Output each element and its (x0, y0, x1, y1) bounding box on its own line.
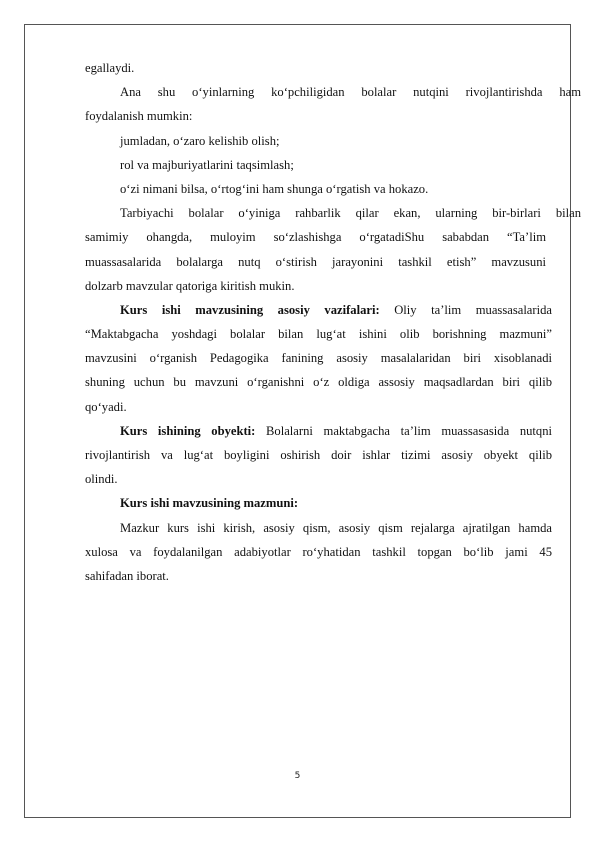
list-item: jumladan, o‘zaro kelishib olish; (120, 133, 280, 148)
text-line: dolzarb mavzular qatoriga kiritish mukin. (85, 278, 295, 293)
list-item: rol va majburiyatlarini taqsimlash; (120, 157, 294, 172)
text-fragment: Bolalarni maktabgacha ta’lim muassasasida nutqni (255, 423, 553, 438)
text-line: muassasalarida bolalarga nutq o‘stirish jarayonini tashkil etish” mavzusuni (85, 254, 546, 269)
text-line: egallaydi. (85, 61, 135, 75)
text-fragment: Oliy ta’lim muassasalarida (379, 302, 552, 317)
page-number: 5 (294, 771, 301, 781)
list-item: o‘zi nimani bilsa, o‘rtog‘ini ham shunga o‘rgatish va hokazo. (120, 181, 429, 196)
section-heading: Kurs ishi mavzusining mazmuni: (120, 496, 299, 511)
text-line (85, 298, 552, 322)
section-heading: Kurs ishining obyekti: (120, 423, 256, 438)
text-line: shuning uchun bu mavzuni o‘rganishni o‘z oldiga assosiy maqsadlardan biri qilib (85, 375, 552, 390)
text-line: sahifadan iborat. (85, 568, 169, 583)
section-heading: Kurs ishi mavzusining asosiy vazifalari: (120, 302, 380, 317)
text-line: “Maktabgacha yoshdagi bolalar bilan lug‘at ishini olib borishning mazmuni” (85, 327, 552, 342)
text-line: olindi. (85, 472, 118, 487)
text-line: samimiy ohangda, muloyim so‘zlashishga o‘rgatadiShu sababdan “Ta’lim (85, 230, 546, 245)
text-line: foydalanish mumkin: (85, 109, 193, 124)
text-line: Mazkur kurs ishi kirish, asosiy qism, asosiy qism rejalarga ajratilgan hamda (120, 520, 552, 535)
text-line: Ana shu o‘yinlarning ko‘pchiligidan bolalar nutqini rivojlantirishda ham (120, 85, 581, 100)
text-line: Tarbiyachi bolalar o‘yiniga rahbarlik qilar ekan, ularning bir-birlari bilan (120, 206, 581, 221)
document-body (85, 56, 581, 588)
text-line: rivojlantirish va lug‘at boyligini oshirish doir ishlar tizimi asosiy obyekt qilib (85, 448, 552, 462)
text-line: qo‘yadi. (85, 399, 127, 414)
text-line (85, 419, 552, 443)
text-line: xulosa va foydalanilgan adabiyotlar ro‘yhatidan tashkil topgan bo‘lib jami 45 (85, 544, 552, 559)
text-line: mavzusini o‘rganish Pedagogika fanining asosiy masalalaridan biri xisoblanadi (85, 351, 552, 366)
